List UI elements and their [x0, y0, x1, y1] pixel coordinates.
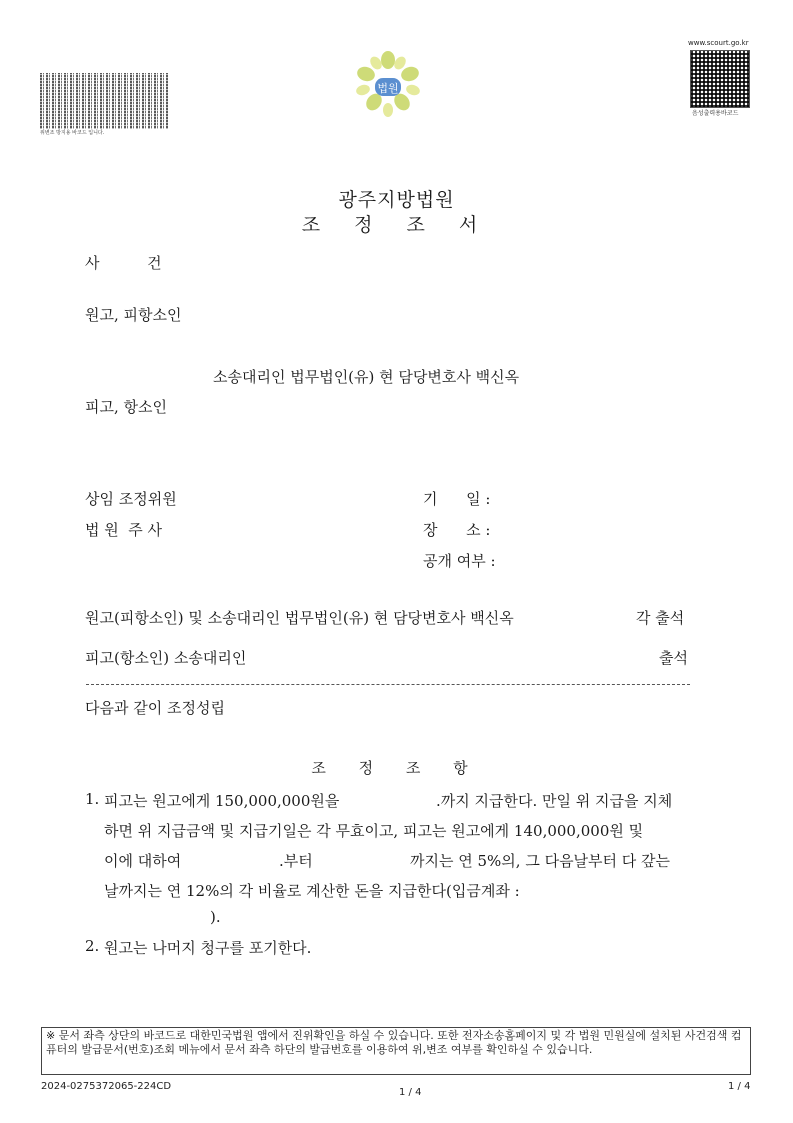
qr-url: www.scourt.go.kr [688, 39, 749, 47]
issue-number: 2024-0275372065-224CD [41, 1081, 172, 1092]
plaintiff-label: 원고, 피항소인 [85, 306, 182, 324]
defendant-label: 피고, 항소인 [85, 398, 167, 416]
verification-barcode [40, 73, 168, 129]
authenticity-notice: ※ 문서 좌측 상단의 바코드로 대한민국법원 앱에서 진위확인을 하실 수 있습니다. 또한 전자소송홈페이지 및 각 법원 민원실에 설치된 사건검색 컴퓨터의 발급문서(번호)조회 메뉴에서 문서 좌측 하단의 발급번호를 이용하여 위,변조 여부를 확인하실 수 있습니다. [41, 1027, 751, 1075]
date-label: 기 일 : [423, 490, 491, 508]
term1-line2: 하면 위 지급금액 및 지급기일은 각 무효이고, 피고는 원고에게 140,000,000원 및 [104, 822, 644, 840]
plaintiff-agent: 소송대리인 법무법인(유) 현 담당변호사 백신옥 [213, 368, 520, 386]
term1-line1b: .까지 지급한다. 만일 위 지급을 지체 [436, 792, 673, 810]
plaintiff-attendance-status: 각 출석 [636, 609, 685, 627]
term1-line5: ). [210, 908, 221, 926]
page-number-center: 1 / 4 [399, 1087, 422, 1098]
term1-line1a: 피고는 원고에게 150,000,000원을 [104, 792, 340, 810]
page-number-right: 1 / 4 [728, 1081, 751, 1092]
defendant-attendance-status: 출석 [659, 649, 688, 667]
term1-line3a: 이에 대하여 [104, 852, 182, 870]
place-label: 장 소 : [423, 521, 491, 539]
terms-title: 조 정 조 항 [311, 759, 482, 777]
term1-line4: 날까지는 연 12%의 각 비율로 계산한 돈을 지급한다(입금계좌 : [104, 882, 520, 900]
barcode-caption: 위변조 방지용 바코드 입니다. [40, 130, 105, 136]
audio-qr-code [690, 50, 750, 108]
document-title: 조 정 조 서 [301, 214, 492, 236]
emblem-label: 법원 [377, 82, 399, 95]
defendant-attendance: 피고(항소인) 소송대리인 [85, 649, 247, 667]
plaintiff-attendance: 원고(피항소인) 및 소송대리인 법무법인(유) 현 담당변호사 백신옥 [85, 609, 514, 627]
term2-number: 2. [85, 937, 100, 955]
public-label: 공개 여부 : [423, 552, 496, 570]
term1-line3c: 까지는 연 5%의, 그 다음날부터 다 갚는 [410, 852, 671, 870]
qr-caption: 음성출력용바코드 [692, 110, 739, 117]
separator-line [86, 684, 690, 685]
term2-text: 원고는 나머지 청구를 포기한다. [104, 939, 312, 957]
clerk-label: 법 원 주 사 [85, 521, 163, 539]
court-emblem-icon [350, 50, 426, 122]
term1-number: 1. [85, 790, 100, 808]
court-name: 광주지방법원 [338, 189, 455, 211]
settlement-intro: 다음과 같이 조정성립 [85, 699, 225, 717]
case-label: 사 건 [85, 254, 162, 272]
term1-line3b: .부터 [279, 852, 313, 870]
mediator-label: 상임 조정위원 [85, 490, 177, 508]
